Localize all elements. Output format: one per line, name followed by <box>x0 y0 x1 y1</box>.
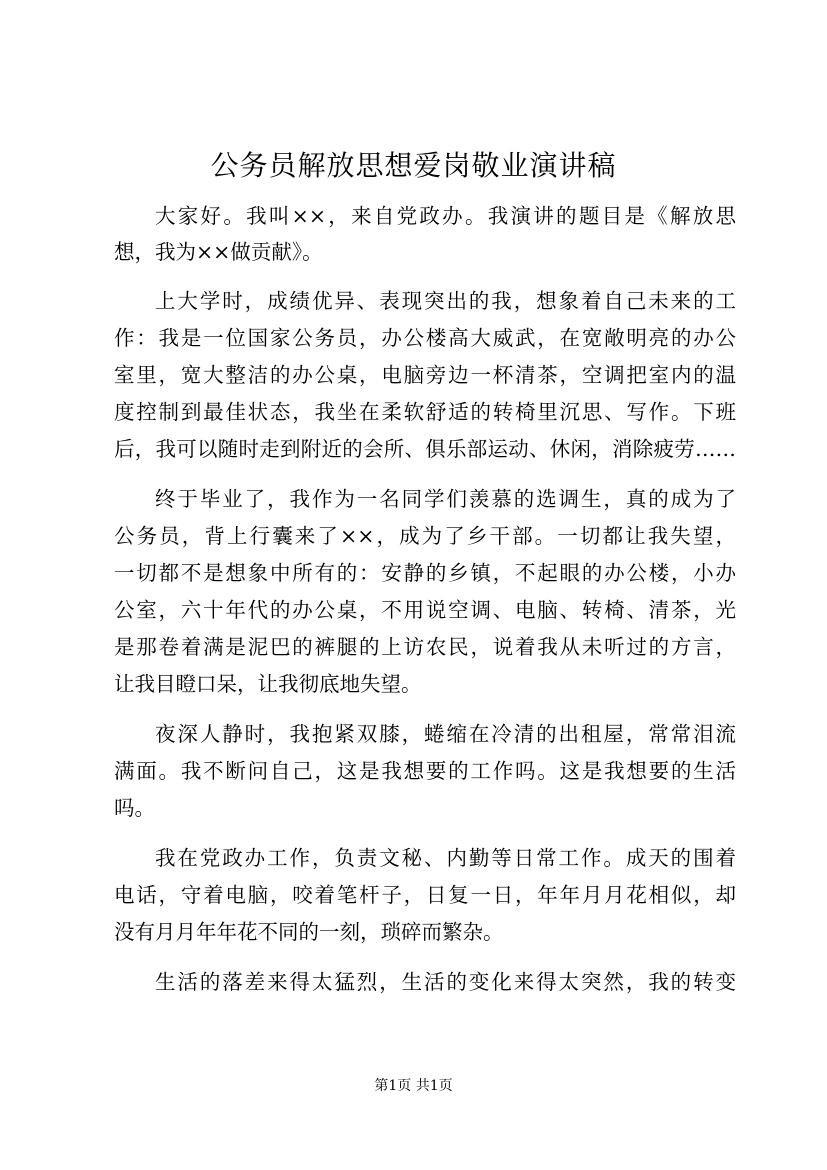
paragraph-line: 终于毕业了，我作为一名同学们羡慕的选调生，真的成为了 <box>155 487 736 511</box>
paragraph-line: 公室，六十年代的办公桌，不用说空调、电脑、转椅、清茶，光 <box>114 598 736 622</box>
paragraph-line: 夜深人静时，我抱紧双膝，蜷缩在冷清的出租屋，常常泪流 <box>155 722 736 746</box>
paragraph-line: 上大学时，成绩优异、表现突出的我，想象着自己未来的工 <box>155 289 736 313</box>
page-number: 第1页 共1页 <box>374 1078 453 1094</box>
paragraph-line: 让我目瞪口呆，让我彻底地失望。 <box>114 672 422 696</box>
paragraph-line: 大家好。我叫××，来自党政办。我演讲的题目是《解放思 <box>155 204 736 228</box>
paragraph-line: 度控制到最佳状态，我坐在柔软舒适的转椅里沉思、写作。下班 <box>114 400 736 424</box>
paragraph-line: 没有月月年年花不同的一刻，琐碎而繁杂。 <box>114 920 504 944</box>
paragraph-line: 生活的落差来得太猛烈，生活的变化来得太突然，我的转变 <box>155 970 736 994</box>
paragraph-line: 作：我是一位国家公务员，办公楼高大威武，在宽敞明亮的办公 <box>114 326 736 350</box>
paragraph-line: 一切都不是想象中所有的：安静的乡镇，不起眼的办公楼，小办 <box>114 561 736 585</box>
paragraph-line: 吗。 <box>114 796 155 820</box>
paragraph-line: 室里，宽大整洁的办公桌，电脑旁边一杯清茶，空调把室内的温 <box>114 363 736 387</box>
paragraph-line: 想，我为××做贡献》。 <box>114 240 323 264</box>
paragraph-line: 电话，守着电脑，咬着笔杆子，日复一日，年年月月花相似，却 <box>114 883 736 907</box>
document-title: 公务员解放思想爱岗敬业演讲稿 <box>210 149 617 182</box>
paragraph-line: 后，我可以随时走到附近的会所、俱乐部运动、休闲，消除疲劳…… <box>114 437 736 461</box>
paragraph-line: 满面。我不断问自己，这是我想要的工作吗。这是我想要的生活 <box>114 759 736 783</box>
paragraph-line: 公务员，背上行囊来了××，成为了乡干部。一切都让我失望， <box>114 524 736 548</box>
paragraph-line: 我在党政办工作，负责文秘、内勤等日常工作。成天的围着 <box>155 846 736 870</box>
paragraph-line: 是那卷着满是泥巴的裤腿的上访农民，说着我从未听过的方言， <box>114 635 736 659</box>
